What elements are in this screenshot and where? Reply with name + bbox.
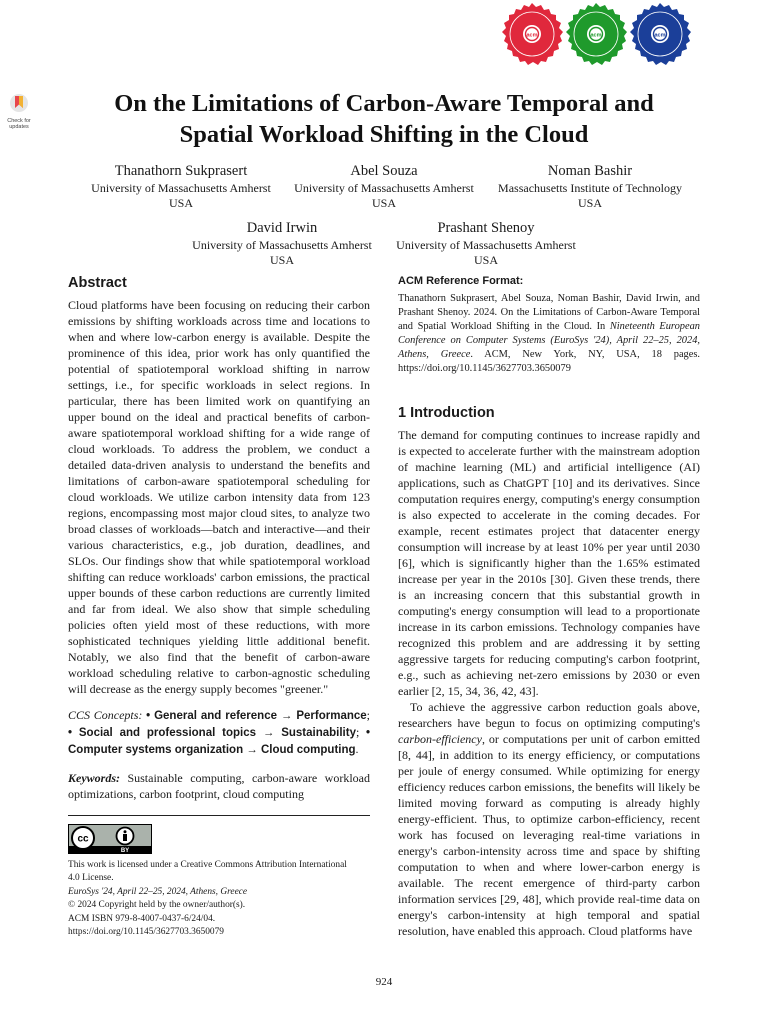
left-column — [68, 274, 370, 939]
author-block — [484, 162, 696, 211]
license-line: This work is licensed under a Creative Commons Attribution International — [68, 860, 347, 870]
paper-title — [60, 88, 708, 150]
by-text: BY — [120, 848, 130, 854]
divider — [68, 815, 370, 816]
author-country: USA — [473, 253, 498, 267]
abstract-heading: Abstract — [68, 275, 127, 291]
keywords-text: Sustainable computing, carbon-aware workload optimizations, carbon footprint, cloud computing — [68, 771, 370, 801]
svg-text:acm: acm — [654, 32, 666, 39]
author-block — [172, 219, 392, 268]
venue-line: EuroSys '24, April 22–25, 2024, Athens, Greece — [68, 886, 248, 897]
badge-artifacts-evaluated — [500, 2, 564, 66]
keywords-label: Keywords: — [68, 771, 120, 785]
author-name: David Irwin — [246, 220, 318, 236]
author-affiliation: Massachusetts Institute of Technology — [498, 181, 682, 195]
ccs-concept-3: • Computer systems organization → Cloud computing — [68, 727, 370, 756]
author-country: USA — [269, 253, 294, 267]
intro-paragraph-2: To achieve the aggressive carbon reduction goals above, researchers have begun to focus on optimizing computing's carbon-efficiency, or computations per unit of carbon emitted [8, 44], in addition to its energy efficiency, or computations per joule of energy consumed. While optimizing for energy efficiency reduces carbon emissions, the benefits will likely be limited moving forward as computing is already highly energy-efficient. Thus, to optimize carbon-efficiency, recent work has focused on leveraging real-time variations in energy's carbon-intensity across time and space by shifting computation to when and where lower-carbon energy is available. The recent emergence of third-party carbon information services [29, 48], which provide real-time data on energy's carbon-intensity at high temporal and spatial resolution, have enabled this approach. Cloud platforms have — [398, 700, 700, 938]
abstract-body: Cloud platforms have been focusing on reducing their carbon emissions by shifting workloads across time and locations to when and where low-carbon energy is available. Despite the prominence of this idea, prior work has only quantified the potential of spatiotemporal workload shifting in narrow settings, i.e., for specific workloads in select regions. In particular, there has been limited work on quantifying an upper bound on the ideal and practical benefits of carbon-aware spatiotemporal workload shifting for a wide range of cloud workloads. To address the problem, we conduct a detailed data-driven analysis to understand the benefits and limitations of carbon-aware spatiotemporal scheduling for cloud workloads. We utilize carbon intensity data from 123 regions, encompassing most major cloud sites, to analyze two broad classes of workloads—batch and interactive—and their various characteristics, e.g., job duration, deadlines, and SLOs. Our findings show that while spatiotemporal workload shifting can reduce workloads' carbon emissions, the practical upper bounds of these carbon reductions are currently limited and far from ideal. We also show that simple scheduling policies often yield most of these reductions, with more sophisticated techniques yielding little additional benefit. Notably, we also find that the benefit of carbon-aware workload scheduling relative to carbon-agnostic scheduling will decrease as the energy supply becomes "greener." — [68, 298, 370, 696]
acm-reference-heading: ACM Reference Format: — [398, 275, 524, 287]
author-name: Prashant Shenoy — [437, 220, 535, 236]
author-affiliation: University of Massachusetts Amherst — [396, 238, 576, 252]
title-line-1: On the Limitations of Carbon-Aware Temporal and — [114, 90, 654, 117]
title-line-2: Spatial Workload Shifting in the Cloud — [179, 121, 589, 148]
author-block — [274, 162, 494, 211]
author-name: Abel Souza — [350, 163, 418, 179]
license-block — [68, 824, 370, 939]
author-affiliation: University of Massachusetts Amherst — [192, 238, 372, 252]
author-affiliation: University of Massachusetts Amherst — [91, 181, 271, 195]
author-country: USA — [371, 196, 396, 210]
acm-reference-text: Thanathorn Sukprasert, Abel Souza, Noman Bashir, David Irwin, and Prashant Shenoy. 2024. On the Limitations of Carbon-Aware Temporal and Spatial Workload Shifting in the Cloud. In Nineteenth European Conference on Computer Systems (EuroSys '24), April 22–25, 2024, Athens, Greece. ACM, New York, NY, USA, 18 pages. https://doi.org/10.1145/3627703.3650079 — [398, 293, 700, 374]
isbn-line: ACM ISBN 979-8-4007-0437-6/24/04. — [68, 913, 216, 924]
creative-commons-by-icon[interactable] — [68, 824, 152, 854]
intro-paragraph-1: The demand for computing continues to increase rapidly and is expected to accelerate further with the mainstream adoption of machine learning (ML) and artificial intelligence (AI) applications, such as ChatGPT [10] and its derivatives. Since computation requires energy, computing's energy consumption is also expected to accelerate in the coming decades. For example, recent estimates project that datacenter energy consumption will increase by at least 10% per year until 2030 [6], which is significantly higher than the 1.65% estimated increase per year in the 2010s [30]. Given these trends, there is an increasing concern that this substantial growth in computing's energy consumption will lead to a proportionate increase in its carbon emissions. Technology companies have recognized this problem and are addressing it by setting aggressive targets for reducing computing's carbon footprint, e.g., such as achieving net-zero emissions by 2030 or even earlier [2, 15, 34, 36, 42, 43]. — [398, 428, 700, 698]
keywords — [68, 770, 370, 802]
copyright-line: © 2024 Copyright held by the owner/author(s). — [68, 900, 246, 911]
badge-results-reproduced — [628, 2, 692, 66]
author-country: USA — [577, 196, 602, 210]
right-column — [398, 274, 700, 939]
bookmark-icon — [5, 93, 33, 113]
svg-text:acm: acm — [590, 32, 602, 39]
author-block — [72, 162, 290, 211]
page-number: 924 — [375, 976, 393, 988]
check-for-updates-button[interactable] — [4, 93, 34, 130]
author-affiliation: University of Massachusetts Amherst — [294, 181, 474, 195]
author-country: USA — [168, 196, 193, 210]
license-line: 4.0 License. — [68, 873, 114, 884]
badge-artifacts-available — [564, 2, 628, 66]
author-block — [376, 219, 596, 268]
svg-text:acm: acm — [526, 32, 538, 39]
introduction-heading: 1 Introduction — [398, 405, 495, 421]
doi-link[interactable]: https://doi.org/10.1145/3627703.3650079 — [68, 927, 224, 938]
ccs-concepts: CCS Concepts: • General and reference → Performance; • Social and professional topics → Sustainability; • Computer systems organization → Cloud computing. — [68, 708, 370, 756]
ccs-concept-1: • General and reference → Performance — [146, 710, 367, 722]
author-name: Noman Bashir — [547, 163, 633, 179]
cc-text: cc — [77, 833, 89, 845]
check-updates-label: Check for updates — [7, 118, 31, 130]
author-name: Thanathorn Sukprasert — [114, 163, 248, 179]
ccs-concept-2: • Social and professional topics → Sustainability — [68, 727, 356, 739]
ccs-label: CCS Concepts: — [68, 708, 143, 722]
